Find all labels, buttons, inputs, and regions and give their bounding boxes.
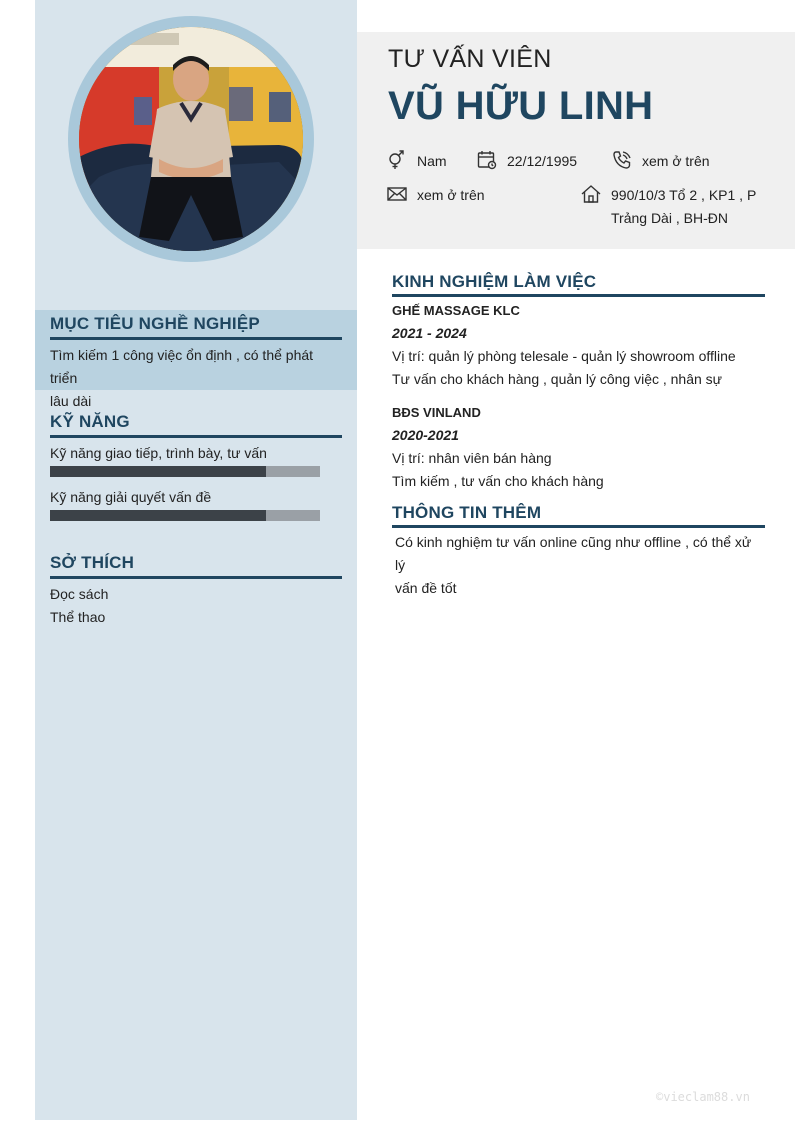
home-icon <box>581 184 603 206</box>
job-period: 2020-2021 <box>392 427 459 443</box>
gender-info <box>387 150 447 173</box>
email-value: xem ở trên <box>417 187 485 203</box>
hobby-item: Đọc sách <box>50 586 109 602</box>
watermark: ©vieclam88.vn <box>656 1090 750 1104</box>
skill-bar <box>50 466 320 477</box>
experience-section <box>392 272 765 493</box>
dob-value: 22/12/1995 <box>507 153 578 169</box>
additional-info-section <box>392 503 765 600</box>
skill-bar <box>50 510 320 521</box>
address-line-1: 990/10/3 Tổ 2 , KP1 , P <box>611 187 757 203</box>
avatar <box>79 27 303 251</box>
hobby-item: Thể thao <box>50 609 106 625</box>
address-info <box>581 184 756 230</box>
career-objective-title: MỤC TIÊU NGHỀ NGHIỆP <box>50 314 342 340</box>
email-icon <box>387 184 409 206</box>
company-name: BĐS VINLAND <box>392 405 481 420</box>
phone-icon <box>612 150 634 172</box>
experience-title: KINH NGHIỆM LÀM VIỆC <box>392 272 765 297</box>
job-detail: Tư vấn cho khách hàng , quản lý công việc , nhân sự <box>392 371 723 387</box>
address-line-2: Trảng Dài , BH-ĐN <box>611 210 728 226</box>
job-period: 2021 - 2024 <box>392 325 467 341</box>
email-info <box>387 184 485 207</box>
company-name: GHẾ MASSAGE KLC <box>392 303 520 318</box>
additional-info-line-2: vấn đề tốt <box>395 580 457 596</box>
candidate-name: VŨ HỮU LINH <box>388 84 654 128</box>
job-title: TƯ VẤN VIÊN <box>388 45 552 73</box>
skill-name: Kỹ năng giải quyết vấn đề <box>50 489 212 505</box>
calendar-icon <box>477 150 499 172</box>
skill-bar-fill <box>50 466 266 477</box>
skill-name: Kỹ năng giao tiếp, trình bày, tư vấn <box>50 445 267 461</box>
career-objective-line-1: Tìm kiếm 1 công việc ổn định , có thể phát triển <box>50 347 314 386</box>
additional-info-title: THÔNG TIN THÊM <box>392 503 765 528</box>
career-objective-section <box>35 310 357 409</box>
profile-photo <box>79 27 303 251</box>
gender-value: Nam <box>417 153 447 169</box>
skills-section <box>35 412 357 521</box>
additional-info-line-1: Có kinh nghiệm tư vấn online cũng như offline , có thể xử lý <box>395 534 752 573</box>
phone-value: xem ở trên <box>642 153 710 169</box>
skills-title: KỸ NĂNG <box>50 412 342 438</box>
hobbies-title: SỞ THÍCH <box>50 553 342 579</box>
job-detail: Vị trí: nhân viên bán hàng <box>392 450 552 466</box>
career-objective-line-2: lâu dài <box>50 393 92 409</box>
dob-info <box>477 150 577 173</box>
gender-icon <box>387 150 409 172</box>
skill-bar-fill <box>50 510 266 521</box>
phone-info <box>612 150 710 173</box>
job-detail: Tìm kiếm , tư vấn cho khách hàng <box>392 473 604 489</box>
job-detail: Vị trí: quản lý phòng telesale - quản lý showroom offline <box>392 348 736 364</box>
hobbies-section <box>35 553 357 629</box>
